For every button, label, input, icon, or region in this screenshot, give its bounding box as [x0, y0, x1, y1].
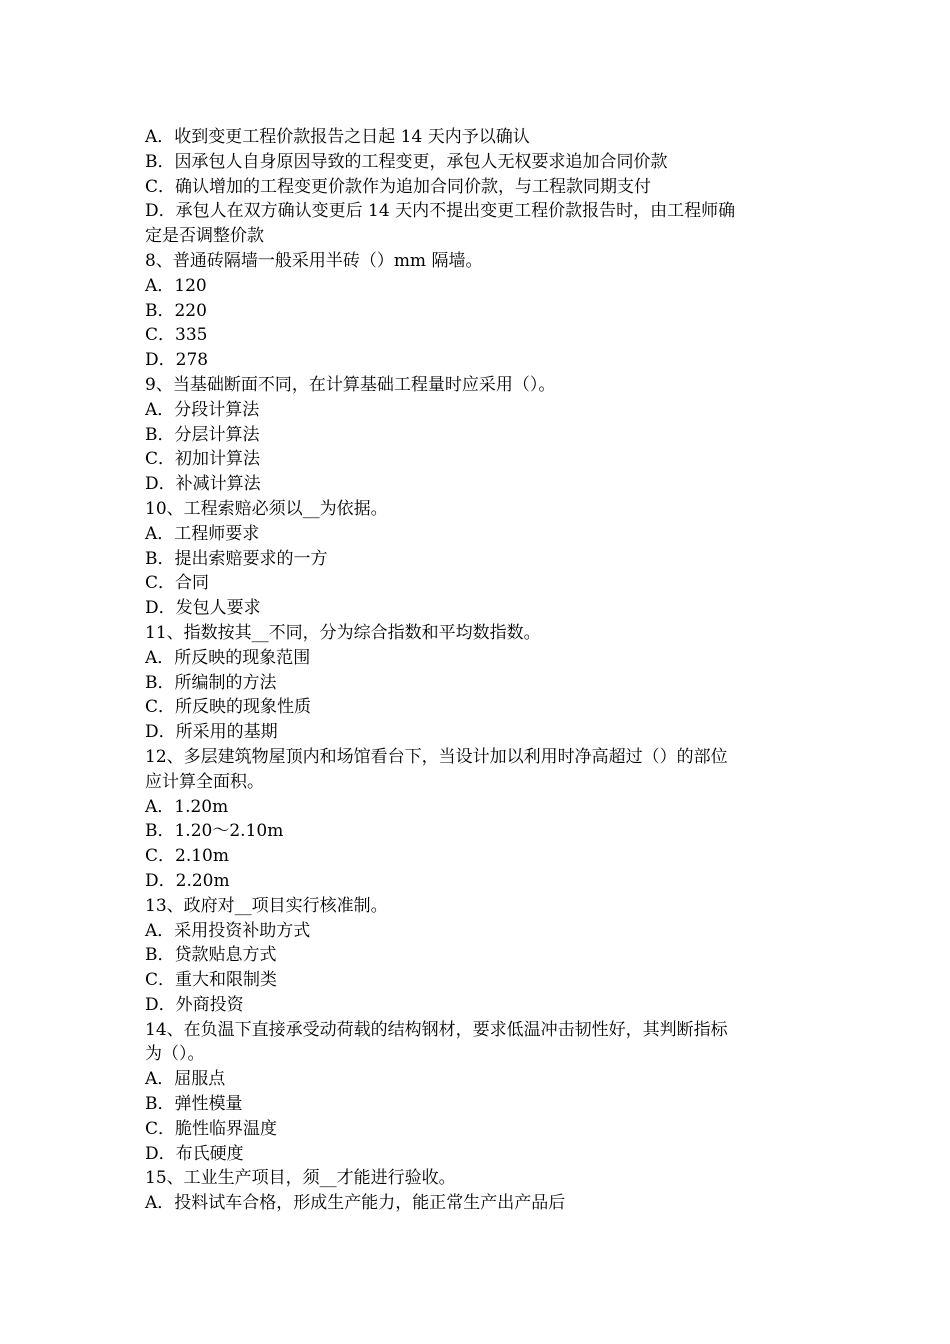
text-line: D．承包人在双方确认变更后 14 天内不提出变更工程价款报告时，由工程师确 — [145, 201, 736, 222]
text-line: B．因承包人自身原因导致的工程变更，承包人无权要求追加合同价款 — [145, 151, 668, 172]
option-line: C．335 — [145, 325, 208, 346]
question-13: 13、政府对__项目实行核准制。 — [145, 895, 388, 916]
option-line: D．补减计算法 — [145, 474, 261, 495]
option-line: C．所反映的现象性质 — [145, 697, 312, 718]
option-line: C．2.10m — [145, 846, 229, 867]
option-line: C．合同 — [145, 573, 210, 594]
option-line: D．所采用的基期 — [145, 722, 278, 743]
question-12: 12、多层建筑物屋顶内和场馆看台下，当设计加以利用时净高超过（）的部位 — [145, 746, 728, 767]
text-line: 应计算全面积。 — [145, 771, 264, 792]
option-line: B．弹性模量 — [145, 1094, 243, 1115]
option-line: D．278 — [145, 350, 209, 371]
option-line: D．2.20m — [145, 870, 230, 891]
option-line: A．1.20m — [145, 796, 229, 817]
text-line: C．确认增加的工程变更价款作为追加合同价款，与工程款同期支付 — [145, 176, 652, 197]
text-line: 定是否调整价款 — [145, 226, 264, 247]
option-line: B．分层计算法 — [145, 424, 260, 445]
option-line: D．外商投资 — [145, 994, 244, 1015]
document-page — [145, 125, 810, 1216]
option-line: A．所反映的现象范围 — [145, 647, 311, 668]
text-line: 为（）。 — [145, 1044, 205, 1065]
text-line: A．收到变更工程价款报告之日起 14 天内予以确认 — [145, 127, 530, 147]
question-15: 15、工业生产项目，须__才能进行验收。 — [145, 1168, 456, 1189]
option-line: B．所编制的方法 — [145, 672, 277, 693]
question-10: 10、工程索赔必须以__为依据。 — [145, 498, 388, 519]
question-14: 14、在负温下直接承受动荷载的结构钢材，要求低温冲击韧性好，其判断指标 — [145, 1019, 728, 1040]
option-line: B．贷款贴息方式 — [145, 945, 277, 966]
option-line: D．发包人要求 — [145, 598, 261, 619]
option-line: A．投料试车合格，形成生产能力，能正常生产出产品后 — [145, 1193, 566, 1214]
option-line: C．脆性临界温度 — [145, 1118, 278, 1139]
option-line: C．初加计算法 — [145, 449, 261, 470]
option-line: A．屈服点 — [145, 1069, 226, 1090]
option-line: B．提出索赔要求的一方 — [145, 548, 328, 569]
option-line: D．布氏硬度 — [145, 1143, 244, 1164]
option-line: A．分段计算法 — [145, 399, 260, 420]
option-line: C．重大和限制类 — [145, 970, 278, 991]
option-line: A．120 — [145, 275, 207, 296]
question-11: 11、指数按其__不同，分为综合指数和平均数指数。 — [145, 622, 541, 643]
option-line: A．工程师要求 — [145, 523, 260, 544]
option-line: B．1.20～2.10m — [145, 821, 284, 842]
option-line: B．220 — [145, 300, 207, 321]
question-9: 9、当基础断面不同，在计算基础工程量时应采用（）。 — [145, 374, 556, 395]
option-line: A．采用投资补助方式 — [145, 920, 311, 941]
question-8: 8、普通砖隔墙一般采用半砖（）mm 隔墙。 — [145, 250, 483, 271]
